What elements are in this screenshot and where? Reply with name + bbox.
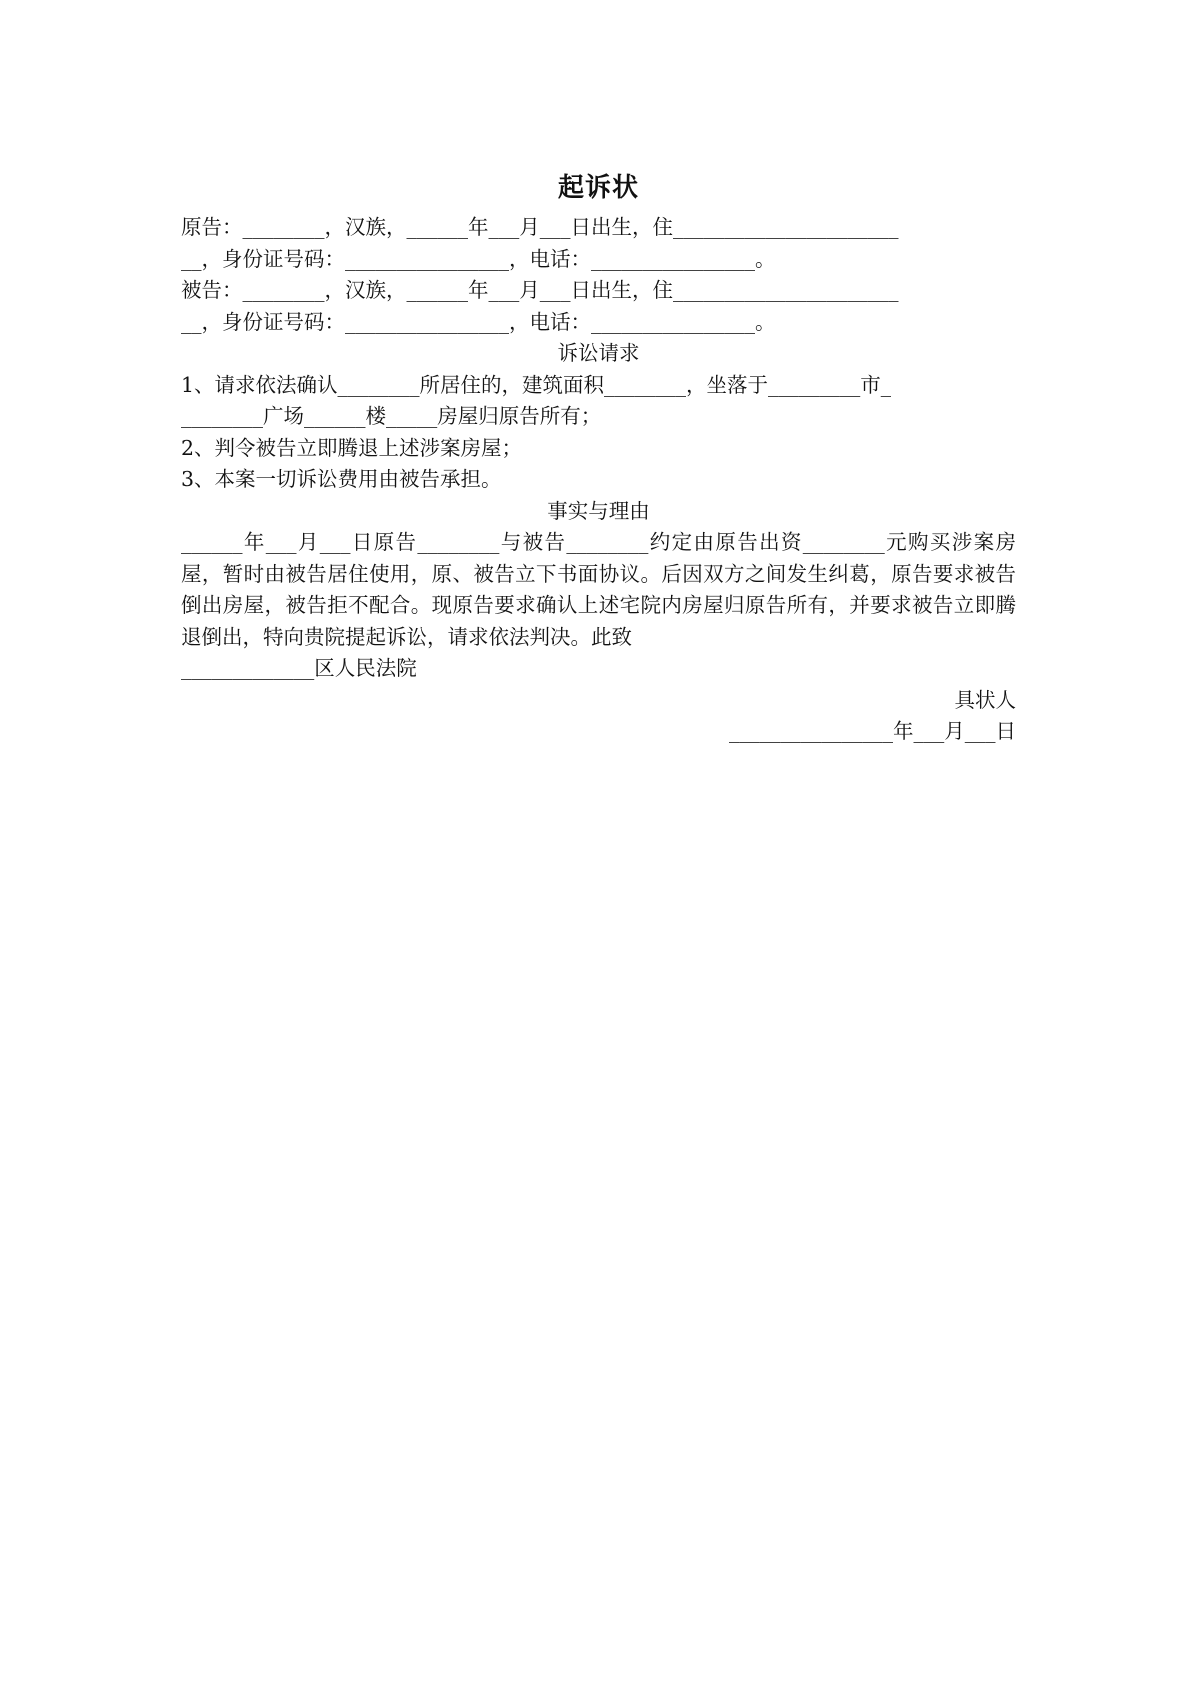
document-body bbox=[181, 168, 1016, 748]
claim-1-line-1: 1、请求依法确认________所居住的，建筑面积________，坐落于_________市_ bbox=[181, 372, 892, 397]
signer-label: 具状人 bbox=[954, 687, 1016, 712]
claims-heading: 诉讼请求 bbox=[557, 341, 640, 365]
plaintiff-line-2: __，身份证号码：________________，电话：________________。 bbox=[181, 246, 776, 271]
claim-1-line-2: ________广场______楼_____房屋归原告所有； bbox=[181, 404, 602, 428]
date-line: ________________年___月___日 bbox=[729, 719, 1016, 743]
plaintiff-line-1: 原告：________，汉族，______年___月___日出生，住______________________ bbox=[181, 215, 899, 239]
facts-heading: 事实与理由 bbox=[547, 498, 650, 523]
court-line: _____________区人民法院 bbox=[181, 656, 417, 680]
claim-3: 3、本案一切诉讼费用由被告承担。 bbox=[181, 467, 502, 491]
claim-2: 2、判令被告立即腾退上述涉案房屋； bbox=[181, 435, 523, 460]
defendant-line-2: __，身份证号码：________________，电话：________________。 bbox=[181, 309, 776, 334]
facts-paragraph: ______年___月___日原告________与被告________约定由原告出资________元购买涉案房屋，暂时由被告居住使用，原、被告立下书面协议。后因双方之间发生纠葛，原告要求被告倒出房屋，被告拒不配合。现原告要求确认上述宅院内房屋归原告所有，并要求被告立即腾退倒出，特向贵院提起诉讼，请求依法判决。此致 bbox=[181, 530, 1016, 649]
defendant-line-1: 被告：________，汉族，______年___月___日出生，住______________________ bbox=[181, 278, 899, 302]
document-title: 起诉状 bbox=[557, 173, 639, 203]
